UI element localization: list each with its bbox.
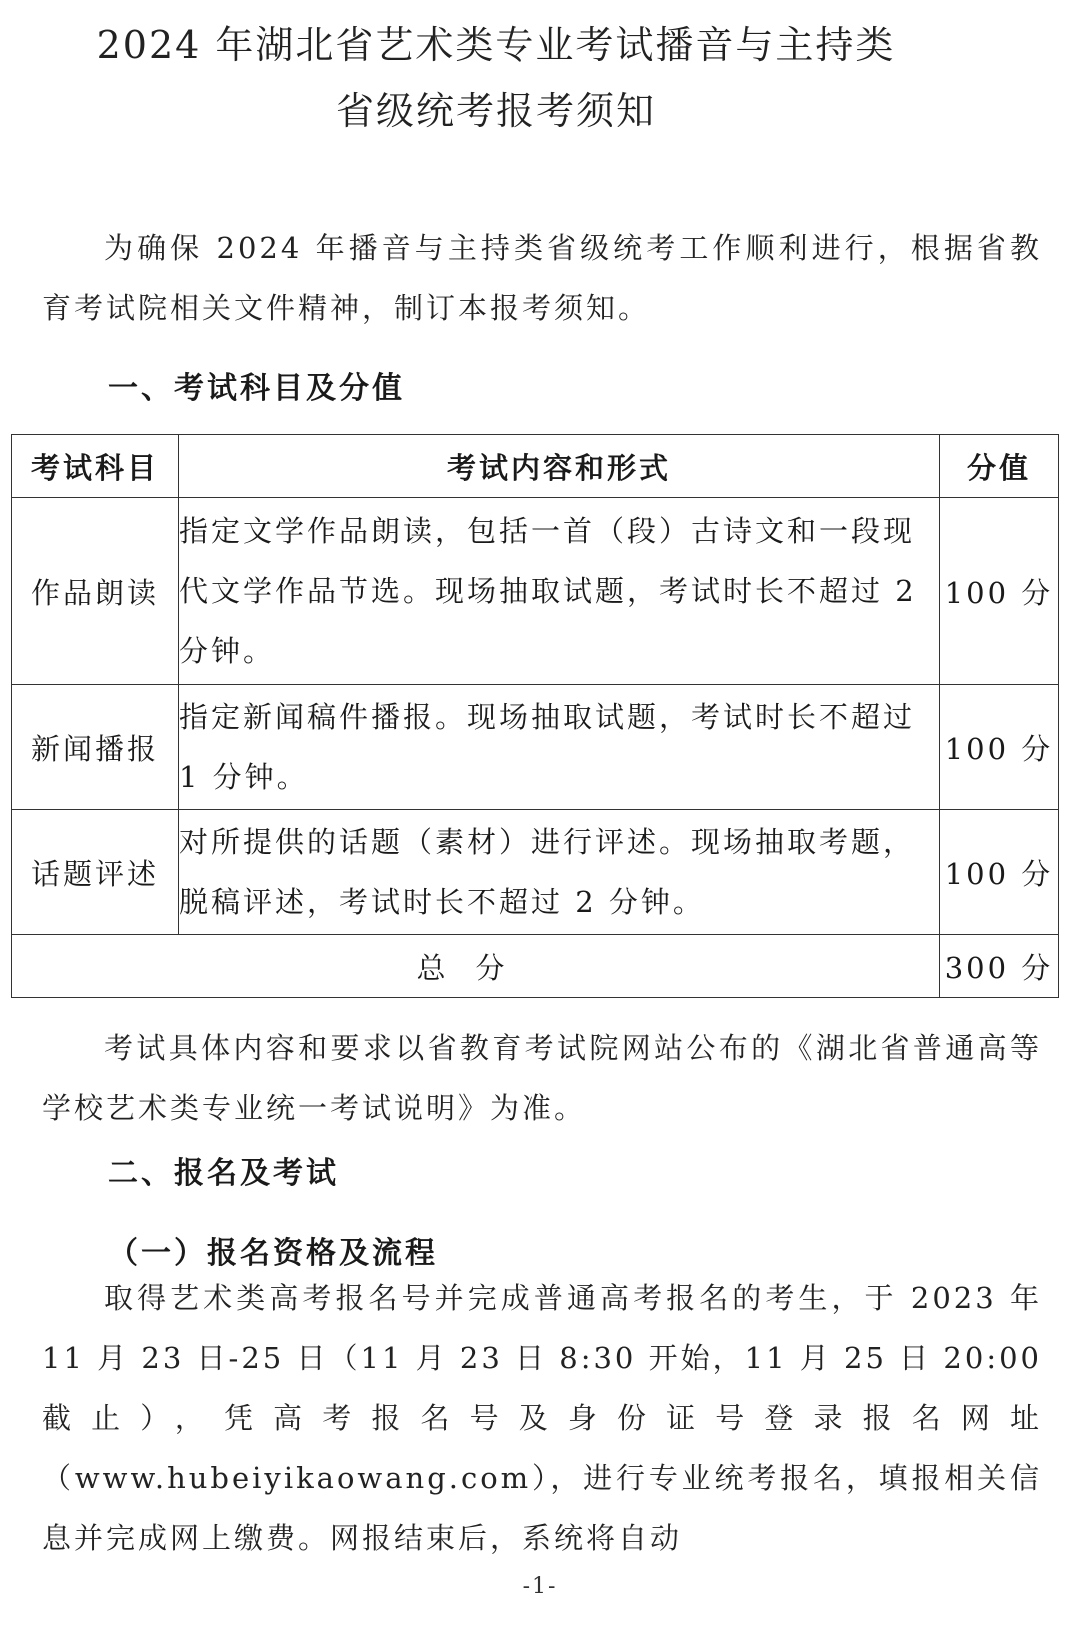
row-score: 100 分 [940,498,1059,685]
section-1-heading: 一、考试科目及分值 [108,371,405,406]
registration-paragraph: 取得艺术类高考报名号并完成普通高考报名的考生，于 2023 年 11 月 23 日-25 日（11 月 23 日 8:30 开始，11 月 25 日 20:00 截止），凭高考报名号及身份证号登录报名网址（www.hubeiyikaowang.com），进行专业统考报名，填报相关信息并完成网上缴费。网报结束后，系统将自动 [42,1281,1042,1555]
page-number: -1- [522,1574,558,1599]
row-score: 100 分 [940,685,1059,810]
header-subject: 考试科目 [12,435,179,498]
table-row [12,685,1059,810]
section-2-subheading: （一）报名资格及流程 [108,1236,438,1271]
exam-subjects-table [11,434,1059,998]
row-content: 对所提供的话题（素材）进行评述。现场抽取考题，脱稿评述，考试时长不超过 2 分钟。 [179,810,940,935]
document-title-line-2: 省级统考报考须知 [335,89,656,133]
header-score: 分值 [940,435,1059,498]
section-2-heading: 二、报名及考试 [108,1156,339,1191]
row-content: 指定文学作品朗读，包括一首（段）古诗文和一段现代文学作品节选。现场抽取试题，考试时长不超过 2 分钟。 [179,498,940,685]
exam-note-paragraph: 考试具体内容和要求以省教育考试院网站公布的《湖北省普通高等学校艺术类专业统一考试说明》为准。 [42,1031,1042,1125]
table-row [12,498,1059,685]
row-content: 指定新闻稿件播报。现场抽取试题，考试时长不超过 1 分钟。 [179,685,940,810]
document-title-line-1: 2024 年湖北省艺术类专业考试播音与主持类 [96,23,896,67]
header-content: 考试内容和形式 [179,435,940,498]
total-score: 300 分 [940,935,1059,998]
row-subject: 作品朗读 [12,498,179,685]
table-row [12,810,1059,935]
intro-paragraph: 为确保 2024 年播音与主持类省级统考工作顺利进行，根据省教育考试院相关文件精神，制订本报考须知。 [42,231,1042,325]
table-header-row [12,435,1059,498]
row-subject: 新闻播报 [12,685,179,810]
total-label: 总分 [12,935,940,998]
table-total-row [12,935,1059,998]
row-score: 100 分 [940,810,1059,935]
row-subject: 话题评述 [12,810,179,935]
